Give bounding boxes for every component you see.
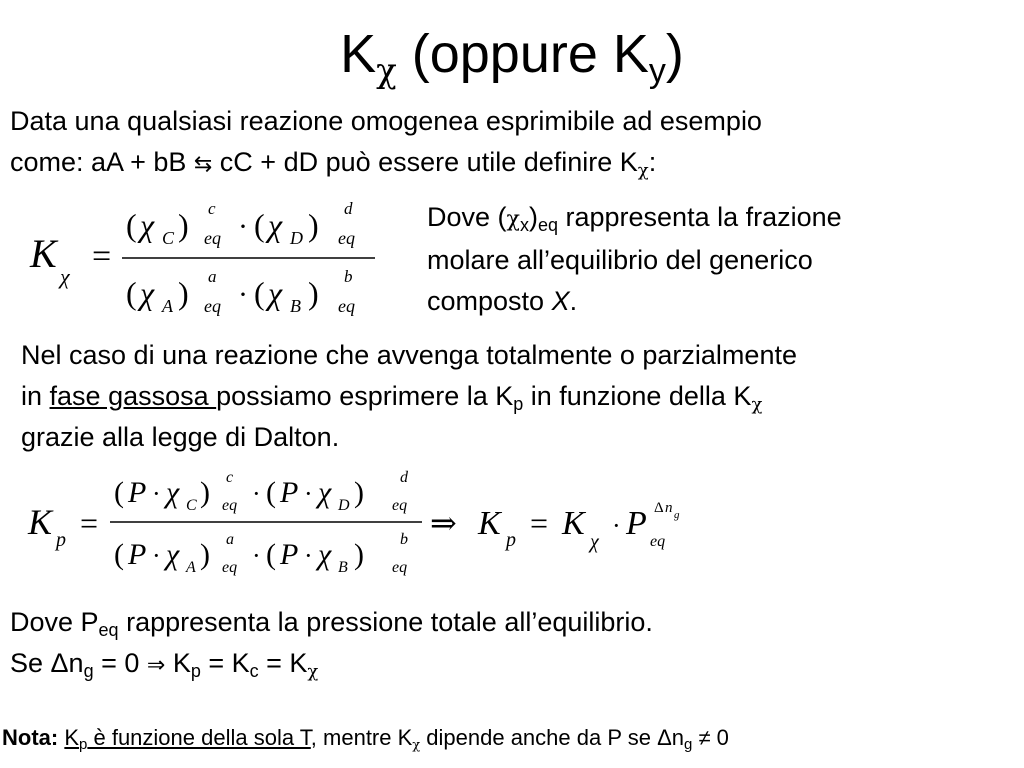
nota-underlined	[64, 725, 311, 753]
formula1-num-close1: )	[178, 207, 189, 243]
mole-fraction-line-2: molare all’equilibrio del generico	[427, 245, 813, 275]
formula2-num-chi1: χ	[166, 476, 180, 509]
pressure-note	[10, 602, 653, 686]
gas-mid2: in funzione della K	[523, 381, 752, 411]
intro-line-1: Data una qualsiasi reazione omogenea esprimibile ad esempio	[10, 106, 762, 136]
dove2-b: rappresenta la pressione totale all’equilibrio.	[118, 607, 653, 637]
formula1-num-chi1: χ	[140, 207, 155, 243]
formula2-rhs-k1: K	[478, 505, 501, 542]
dove2-eq1: = K	[200, 648, 250, 678]
formula2-den-dot3: ·	[304, 541, 313, 570]
formula2-den-a-exp: a	[226, 531, 234, 548]
formula2-den-b-exp: b	[400, 531, 408, 548]
dove2-se: Se Δn	[10, 648, 84, 678]
formula2-num-p1: P	[128, 476, 147, 509]
formula2-den-close2: )	[354, 538, 364, 571]
formula1-num-open2: (	[254, 207, 265, 243]
formula1-num-eq1: eq	[204, 228, 221, 248]
formula1-num-d-exp: d	[344, 199, 353, 218]
formula1-den-chi1: χ	[140, 275, 155, 311]
formula2-num-eq2: eq	[392, 497, 408, 514]
formula2-equals: =	[80, 505, 99, 541]
nota-rest: , mentre K	[310, 725, 413, 750]
formula2-num-open2: (	[266, 476, 276, 509]
formula2-den-b-sub: B	[338, 559, 348, 576]
dove2-kp: K	[165, 648, 191, 678]
gas-phase-paragraph	[21, 335, 797, 458]
formula2-rhs-eq-sub: eq	[650, 533, 666, 550]
formula2-den-dot2: ·	[252, 541, 261, 570]
formula1-k-chi-sub: χ	[60, 264, 70, 289]
dove2-a: Dove P	[10, 607, 99, 637]
formula1-den-eq2: eq	[338, 296, 355, 316]
formula1-num-eq2: eq	[338, 228, 355, 248]
formula2-num-open1: (	[114, 476, 124, 509]
mole-fraction-line-1	[427, 197, 842, 240]
formula2-den-p2: P	[280, 538, 299, 571]
nota-k: K	[64, 725, 80, 750]
formula2-k: K	[28, 502, 53, 542]
formula1-num-close2: )	[308, 207, 319, 243]
formula2-den-open2: (	[266, 538, 276, 571]
formula1-den-a-sub: A	[162, 296, 173, 316]
k-p-formula	[20, 468, 700, 588]
dove1-x-sub: x	[519, 215, 529, 235]
dove2-g-sub: g	[83, 661, 94, 681]
formula1-den-open2: (	[254, 275, 265, 311]
pressure-line-1	[10, 602, 653, 643]
intro-reactants: come: aA + bB	[10, 147, 194, 177]
formula1-den-chi2: χ	[268, 275, 283, 311]
formula1-den-close2: )	[308, 275, 319, 311]
formula2-num-c-sub: C	[186, 497, 197, 514]
formula2-rhs-n: n	[665, 500, 673, 516]
k-chi-formula	[20, 192, 390, 327]
title-chi-sub: χ	[376, 51, 397, 91]
formula2-implies-arrow-icon: ⇒	[430, 505, 457, 541]
formula2-rhs-chi-sub: χ	[590, 531, 599, 553]
formula1-num-c-sub: C	[162, 228, 175, 248]
formula1-num-c-exp: c	[208, 199, 216, 218]
mole-fraction-line-3	[427, 281, 842, 322]
formula1-den-eq1: eq	[204, 296, 221, 316]
intro-products: cC + dD può essere utile definire K	[212, 147, 638, 177]
formula1-den-b-exp: b	[344, 267, 353, 286]
formula2-den-eq2: eq	[392, 559, 408, 576]
formula2-den-close1: )	[200, 538, 210, 571]
formula2-num-dot2: ·	[252, 479, 261, 508]
formula2-den-p1: P	[128, 538, 147, 571]
formula1-den-a-exp: a	[208, 267, 217, 286]
formula1-k: K	[30, 231, 57, 276]
gas-mid: possiamo esprimere la K	[216, 381, 514, 411]
dove2-p-sub: p	[190, 661, 201, 681]
formula2-num-close2: )	[354, 476, 364, 509]
gas-line-1: Nel caso di una reazione che avvenga totalmente o parzialmente	[21, 340, 797, 370]
nota-label: Nota:	[2, 725, 59, 750]
intro-line-2	[10, 142, 762, 185]
formula2-rhs-p-sub: p	[506, 529, 516, 551]
formula1-num-dot: ·	[238, 210, 248, 243]
dove1-b: )	[528, 202, 538, 232]
formula2-den-open1: (	[114, 538, 124, 571]
formula2-rhs-p: P	[626, 505, 647, 542]
nota-p-sub: p	[79, 736, 88, 753]
intro-paragraph	[10, 101, 762, 185]
formula2-rhs-dot: ·	[612, 511, 621, 540]
formula2-rhs-delta: Δ	[654, 500, 664, 516]
dove1-line3c: .	[569, 286, 578, 316]
formula1-num-open1: (	[126, 207, 137, 243]
gas-line-3: grazie alla legge di Dalton.	[21, 422, 340, 452]
gas-chi-sub: χ	[751, 394, 763, 415]
dove2-eq-sub: eq	[98, 620, 119, 640]
formula2-den-chi1: χ	[166, 538, 180, 571]
equilibrium-arrows-icon: ⇆	[193, 152, 213, 177]
title-rest: (oppure K	[396, 24, 649, 84]
formula2-den-dot1: ·	[152, 541, 161, 570]
formula1-num-chi2: χ	[268, 207, 283, 243]
gas-fase-underlined: fase gassosa	[49, 381, 217, 411]
dove2-chi-sub: χ	[307, 661, 319, 682]
gas-line-2	[21, 376, 797, 417]
title-y-sub: y	[648, 52, 666, 90]
title-k: K	[340, 24, 377, 84]
dove2-eq2: = K	[258, 648, 308, 678]
gas-p-sub: p	[513, 394, 524, 414]
formula2-num-d-exp: d	[400, 469, 408, 486]
page-title	[0, 22, 1024, 103]
nota-chi-sub: χ	[412, 738, 421, 753]
formula1-den-close1: )	[178, 275, 189, 311]
intro-colon: :	[648, 147, 657, 177]
nota-rest2: dipende anche da P se Δn	[420, 725, 684, 750]
formula2-num-close1: )	[200, 476, 210, 509]
implies-arrow-icon: ⇒	[146, 653, 166, 678]
dove2-zero: = 0	[93, 648, 147, 678]
formula2-rhs-equals: =	[530, 505, 549, 541]
formula1-den-b-sub: B	[290, 296, 301, 316]
formula1-den-dot: ·	[238, 278, 248, 311]
dove1-a: Dove (	[427, 202, 507, 232]
dove1-chi: χ	[506, 206, 520, 232]
formula2-den-eq1: eq	[222, 559, 238, 576]
formula2-num-dot3: ·	[304, 479, 313, 508]
formula2-num-d-sub: D	[338, 497, 350, 514]
dove1-line3a: composto	[427, 286, 552, 316]
intro-chi-sub: χ	[637, 160, 649, 181]
pressure-line-2	[10, 643, 653, 686]
dove1-c: rappresenta la frazione	[557, 202, 842, 232]
dove1-x-italic: X	[551, 286, 570, 316]
formula2-rhs-k2: K	[562, 505, 585, 542]
formula2-den-chi2: χ	[318, 538, 332, 571]
nota-end: ≠ 0	[692, 725, 729, 750]
formula2-num-dot1: ·	[152, 479, 161, 508]
dove1-eq-sub: eq	[537, 215, 558, 235]
formula2-num-p2: P	[280, 476, 299, 509]
formula2-num-eq1: eq	[222, 497, 238, 514]
nota-und: è funzione della sola T	[87, 725, 311, 750]
formula1-num-d-sub: D	[290, 228, 303, 248]
gas-in: in	[21, 381, 50, 411]
formula2-num-chi2: χ	[318, 476, 332, 509]
formula1-equals: =	[92, 238, 112, 275]
mole-fraction-note	[427, 197, 842, 322]
formula2-rhs-g-sub: g	[674, 509, 680, 521]
dove2-c-sub: c	[249, 661, 259, 681]
footnote	[2, 723, 729, 753]
title-close: )	[665, 24, 684, 84]
nota-g-sub: g	[684, 736, 693, 753]
formula2-den-a-sub: A	[186, 559, 196, 576]
formula2-num-c-exp: c	[226, 469, 234, 486]
formula2-k-p-sub: p	[56, 529, 66, 551]
formula1-den-open1: (	[126, 275, 137, 311]
